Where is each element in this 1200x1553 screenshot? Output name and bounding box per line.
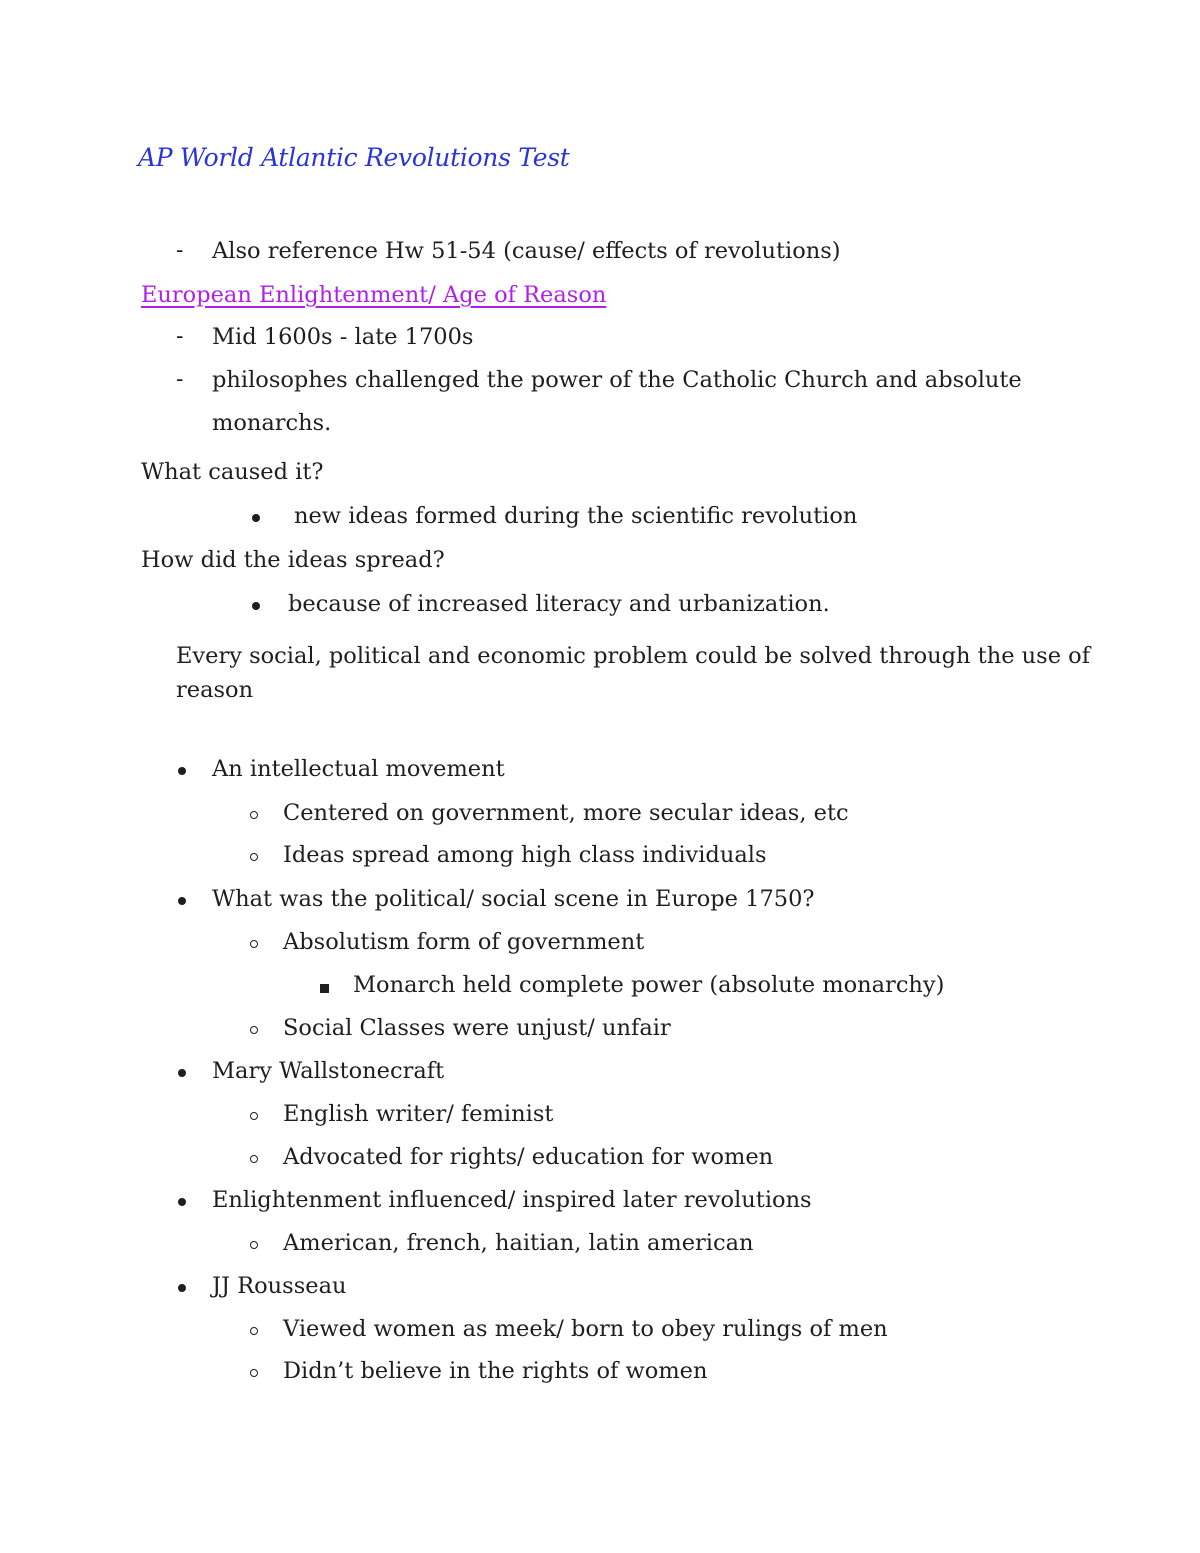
outline-subsubitem: Monarch held complete power (absolute monarchy) <box>353 972 945 998</box>
bullet-square <box>320 984 329 993</box>
list-item: philosophes challenged the power of the Catholic Church and absolute <box>212 367 1022 393</box>
outline-item: An intellectual movement <box>212 756 505 782</box>
bullet-dot <box>252 602 260 610</box>
list-item-continuation: monarchs. <box>212 410 332 436</box>
bullet-dot <box>178 767 186 775</box>
question: How did the ideas spread? <box>141 547 445 573</box>
bullet-dot <box>178 1198 186 1206</box>
bullet-ring <box>250 1241 258 1249</box>
outline-subitem: English writer/ feminist <box>283 1101 554 1127</box>
outline-subitem: Absolutism form of government <box>283 929 645 955</box>
paragraph-line: Every social, political and economic problem could be solved through the use of <box>176 643 1091 669</box>
dash-marker: - <box>176 324 184 349</box>
bullet-ring <box>250 853 258 861</box>
section-heading: European Enlightenment/ Age of Reason <box>141 282 607 308</box>
outline-item: Mary Wallstonecraft <box>212 1058 445 1084</box>
bullet-ring <box>250 1369 258 1377</box>
outline-subitem: Viewed women as meek/ born to obey rulings of men <box>283 1316 888 1342</box>
bullet-dot <box>178 1069 186 1077</box>
list-item: Mid 1600s - late 1700s <box>212 324 474 350</box>
outline-subitem: Didn’t believe in the rights of women <box>283 1358 708 1384</box>
reference-note: Also reference Hw 51-54 (cause/ effects of revolutions) <box>212 238 841 264</box>
answer: because of increased literacy and urbanization. <box>288 591 830 617</box>
bullet-ring <box>250 1026 258 1034</box>
question: What caused it? <box>141 459 324 485</box>
bullet-ring <box>250 811 258 819</box>
bullet-ring <box>250 1327 258 1335</box>
outline-subitem: Social Classes were unjust/ unfair <box>283 1015 671 1041</box>
outline-subitem: Ideas spread among high class individuals <box>283 842 767 868</box>
bullet-dot <box>178 1284 186 1292</box>
outline-item: What was the political/ social scene in Europe 1750? <box>212 886 815 912</box>
paragraph-line: reason <box>176 677 254 703</box>
bullet-dot <box>178 897 186 905</box>
bullet-ring <box>250 1112 258 1120</box>
bullet-ring <box>250 940 258 948</box>
outline-item: JJ Rousseau <box>212 1273 347 1299</box>
page-title: AP World Atlantic Revolutions Test <box>138 143 570 172</box>
bullet-ring <box>250 1155 258 1163</box>
outline-subitem: American, french, haitian, latin american <box>283 1230 754 1256</box>
outline-subitem: Advocated for rights/ education for women <box>283 1144 774 1170</box>
bullet-dot <box>252 514 260 522</box>
outline-item: Enlightenment influenced/ inspired later revolutions <box>212 1187 812 1213</box>
answer: new ideas formed during the scientific revolution <box>294 503 858 529</box>
dash-marker: - <box>176 238 184 263</box>
dash-marker: - <box>176 367 184 392</box>
outline-subitem: Centered on government, more secular ideas, etc <box>283 800 849 826</box>
